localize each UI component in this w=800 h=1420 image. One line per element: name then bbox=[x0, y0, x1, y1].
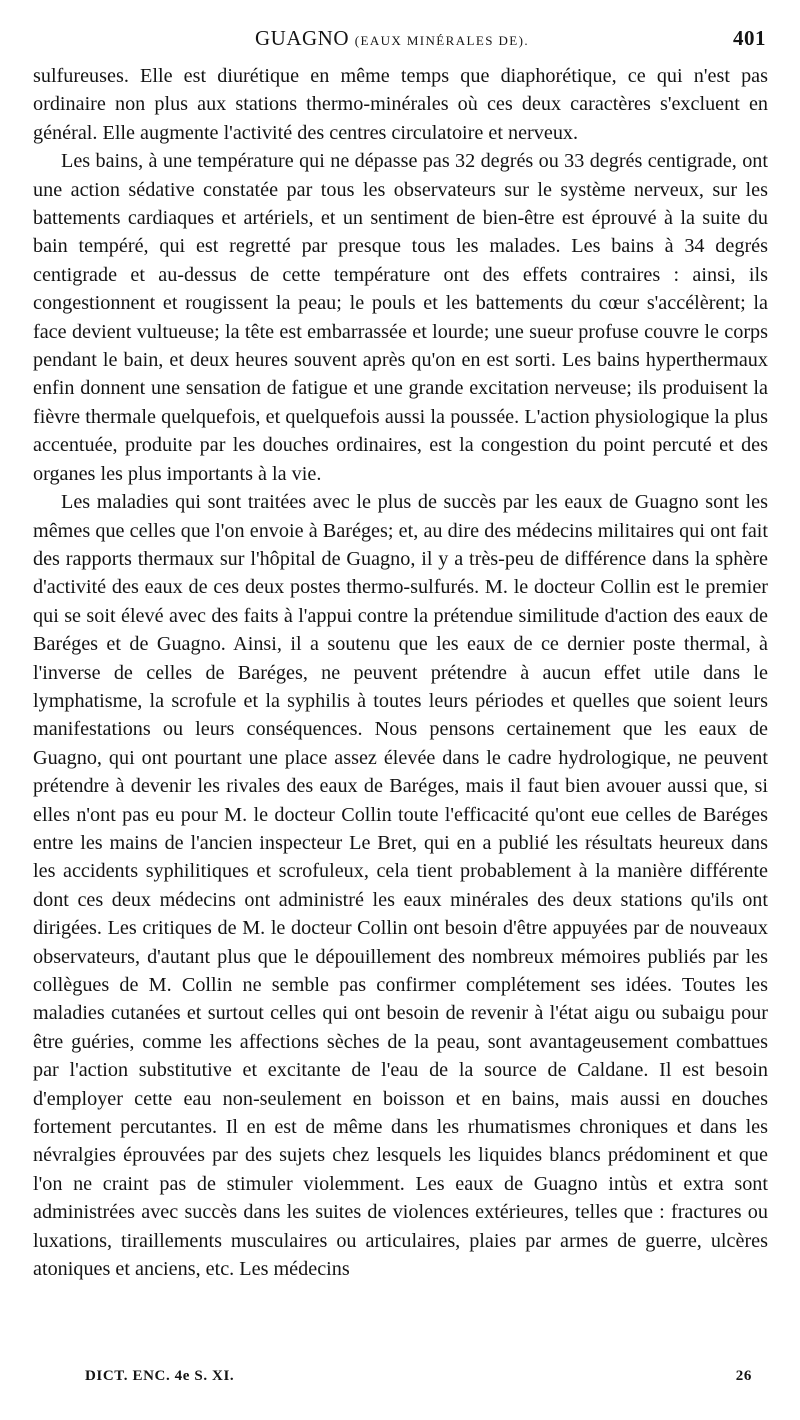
running-title bbox=[255, 26, 529, 51]
running-head bbox=[33, 26, 768, 62]
document-page bbox=[33, 26, 768, 1283]
page-number: 401 bbox=[733, 26, 766, 50]
sheet-number: 26 bbox=[735, 1368, 752, 1384]
signature-mark: DICT. ENC. 4e S. XI. bbox=[85, 1368, 235, 1384]
running-title-sub: (EAUX MINÉRALES DE). bbox=[354, 33, 529, 48]
page-footer bbox=[85, 1368, 760, 1398]
paragraph-2: Les bains, à une température qui ne dépasse pas 32 degrés ou 33 degrés centigrade, ont une action sédative constatée par tous les observateurs sur le système nerveux, sur les battements cardiaques et artériels, et un sentiment de bien-être est éprouvé à la suite du bain tempéré, qui est regretté par presque tous les malades. Les bains à 34 degrés centigrade et au-dessus de cette température ont des effets contraires : ainsi, ils congestionnent et rougissent la peau; le pouls et les battements du cœur s'accélèrent; la face devient vultueuse; la tête est embarrassée et lourde; une sueur profuse couvre le corps pendant le bain, et deux heures souvent après qu'on en est sorti. Les bains hyperthermaux enfin donnent une sensation de fatigue et une grande excitation nerveuse; ils produisent la fièvre thermale quelquefois, et quelquefois aussi la poussée. L'action physiologique la plus accentuée, produite par les douches ordinaires, est la congestion du point percuté et des organes les plus importants à la vie. bbox=[33, 150, 768, 485]
running-title-main: GUAGNO bbox=[255, 26, 349, 50]
body-text bbox=[33, 62, 768, 1283]
paragraph-1: sulfureuses. Elle est diurétique en même temps que diaphorétique, ce qui n'est pas ordinaire non plus aux stations thermo-minérales où ces deux caractères s'excluent en général. Elle augmente l'activité des centres circulatoire et nerveux. bbox=[33, 65, 768, 144]
paragraph-3: Les maladies qui sont traitées avec le plus de succès par les eaux de Guagno sont les mêmes que celles que l'on envoie à Baréges; et, au dire des médecins militaires qui ont fait des rapports thermaux sur l'hôpital de Guagno, il y a très-peu de différence dans la sphère d'activité des eaux de ces deux postes thermo-sulfurés. M. le docteur Collin est le premier qui se soit élevé avec des faits à l'appui contre la prétendue similitude d'action des eaux de Baréges et de Guagno. Ainsi, il a soutenu que les eaux de ce dernier poste thermal, à l'inverse de celles de Baréges, ne peuvent prétendre à aucun effet utile dans le lymphatisme, la scrofule et la syphilis à toutes leurs périodes et quelles que soient leurs manifestations ou leurs conséquences. Nous pensons certainement que les eaux de Guagno, qui ont pourtant une place assez élevée dans le cadre hydrologique, ne peuvent prétendre à devenir les rivales des eaux de Baréges, mais il faut bien avouer aussi que, si elles n'ont pas eu pour M. le docteur Collin toute l'efficacité qu'ont eue celles de Baréges entre les mains de l'ancien inspecteur Le Bret, qui en a publié les résultats heureux dans les accidents syphilitiques et scrofuleux, cela tient probablement à la manière différente dont ces deux médecins ont administré les eaux minérales des deux stations qu'ils ont dirigées. Les critiques de M. le docteur Collin ont besoin d'être appuyées par de nouveaux observateurs, d'autant plus que le dépouillement des nombreux mémoires publiés par les collègues de M. Collin ne semble pas confirmer complétement ses idées. Toutes les maladies cutanées et surtout celles qui ont besoin de revenir à l'état aigu ou subaigu pour être guéries, comme les affections sèches de la peau, sont avantageusement combattues par l'action substitutive et excitante de l'eau de la source de Caldane. Il est besoin d'employer cette eau non-seulement en boisson et en bains, mais aussi en douches fortement percutantes. Il en est de même dans les rhumatismes chroniques et dans les névralgies éprouvées par des sujets chez lesquels les liquides blancs prédominent et que l'on ne craint pas de stimuler violemment. Les eaux de Guagno intùs et extra sont administrées avec succès dans les suites de violences extérieures, telles que : fractures ou luxations, tiraillements musculaires ou articulaires, plaies par armes de guerre, ulcères atoniques et anciens, etc. Les médecins bbox=[33, 491, 768, 1281]
